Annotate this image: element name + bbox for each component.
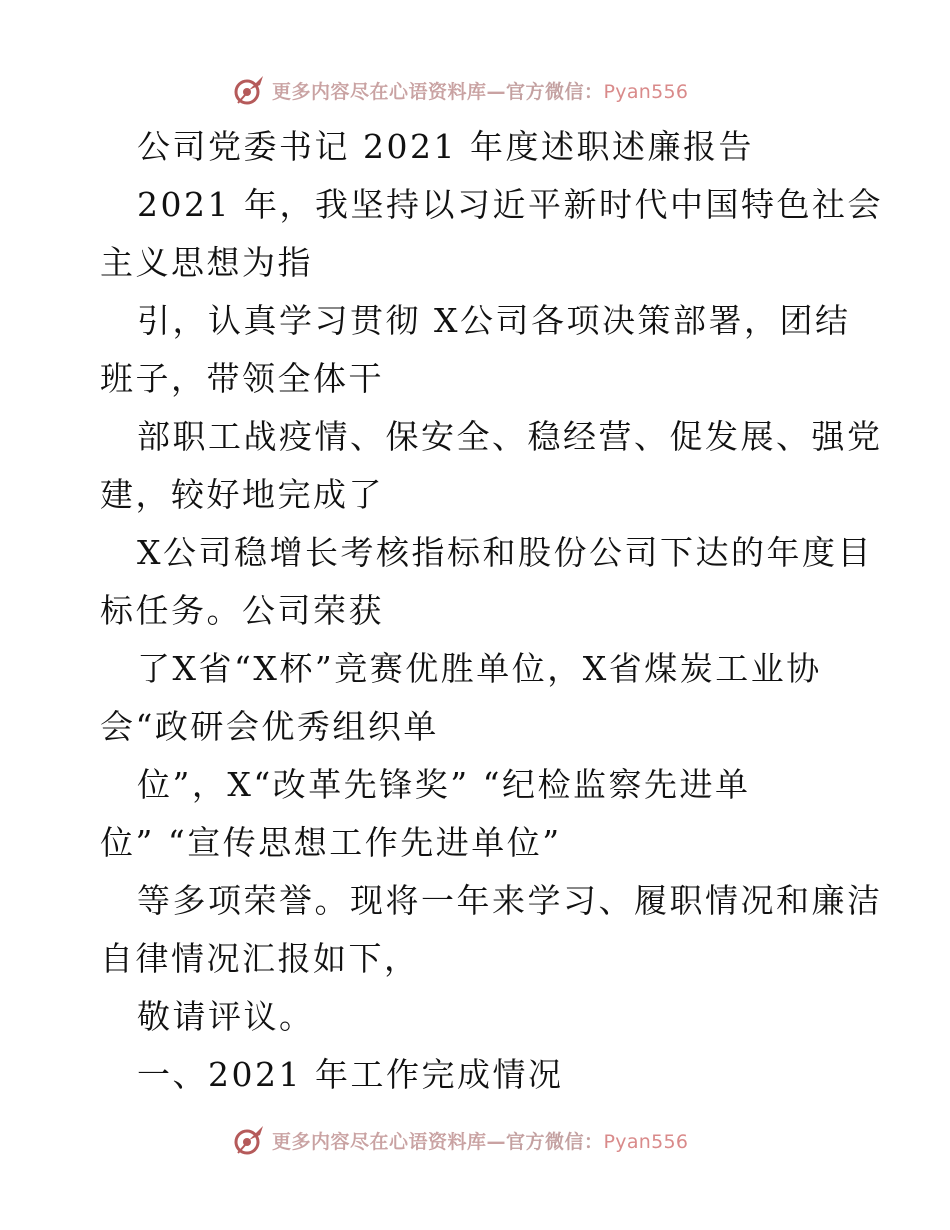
paragraph-line: 2021 年，我坚持以习近平新时代中国特色社会 <box>137 185 883 224</box>
paragraph-line: 位”，X“改革先锋奖” “纪检监察先进单 <box>137 765 751 804</box>
watermark-wechat-label: 官方微信： <box>506 80 604 103</box>
footer-watermark <box>232 1122 732 1158</box>
paragraph-line: X公司稳增长考核指标和股份公司下达的年度目 <box>137 533 873 572</box>
paragraph-line: 会“政研会优秀组织单 <box>100 707 439 746</box>
paragraph-line: 主义思想为指 <box>100 243 313 282</box>
document-title: 公司党委书记 2021 年度述职述廉报告 <box>137 127 754 166</box>
watermark-wechat-id: Pyan556 <box>603 80 689 103</box>
section-heading: 一、2021 年工作完成情况 <box>137 1055 564 1094</box>
watermark-separator: — <box>486 1130 507 1153</box>
watermark-site-text: 更多内容尽在心语资料库 <box>272 1130 487 1153</box>
paragraph-line: 自律情况汇报如下， <box>100 939 420 978</box>
watermark-wechat-id: Pyan556 <box>603 1130 689 1153</box>
header-watermark <box>232 72 732 108</box>
feather-pen-logo-icon <box>232 1123 266 1157</box>
watermark-separator: — <box>486 80 507 103</box>
paragraph-line: 了X省“X杯”竞赛优胜单位，X省煤炭工业协 <box>137 649 822 688</box>
paragraph-line: 标任务。公司荣获 <box>100 591 384 630</box>
watermark-wechat-label: 官方微信： <box>506 1130 604 1153</box>
paragraph-line: 位” “宣传思想工作先进单位” <box>100 823 562 862</box>
paragraph-line: 部职工战疫情、保安全、稳经营、促发展、强党 <box>137 417 883 456</box>
paragraph-line: 引，认真学习贯彻 X公司各项决策部署，团结 <box>137 301 851 340</box>
paragraph-line: 班子，带领全体干 <box>100 359 384 398</box>
watermark-site-text: 更多内容尽在心语资料库 <box>272 80 487 103</box>
paragraph-line: 建，较好地完成了 <box>100 475 384 514</box>
feather-pen-logo-icon <box>232 73 266 107</box>
paragraph-line: 敬请评议。 <box>137 997 315 1036</box>
document-body <box>100 118 883 1104</box>
paragraph-line: 等多项荣誉。现将一年来学习、履职情况和廉洁 <box>137 881 883 920</box>
